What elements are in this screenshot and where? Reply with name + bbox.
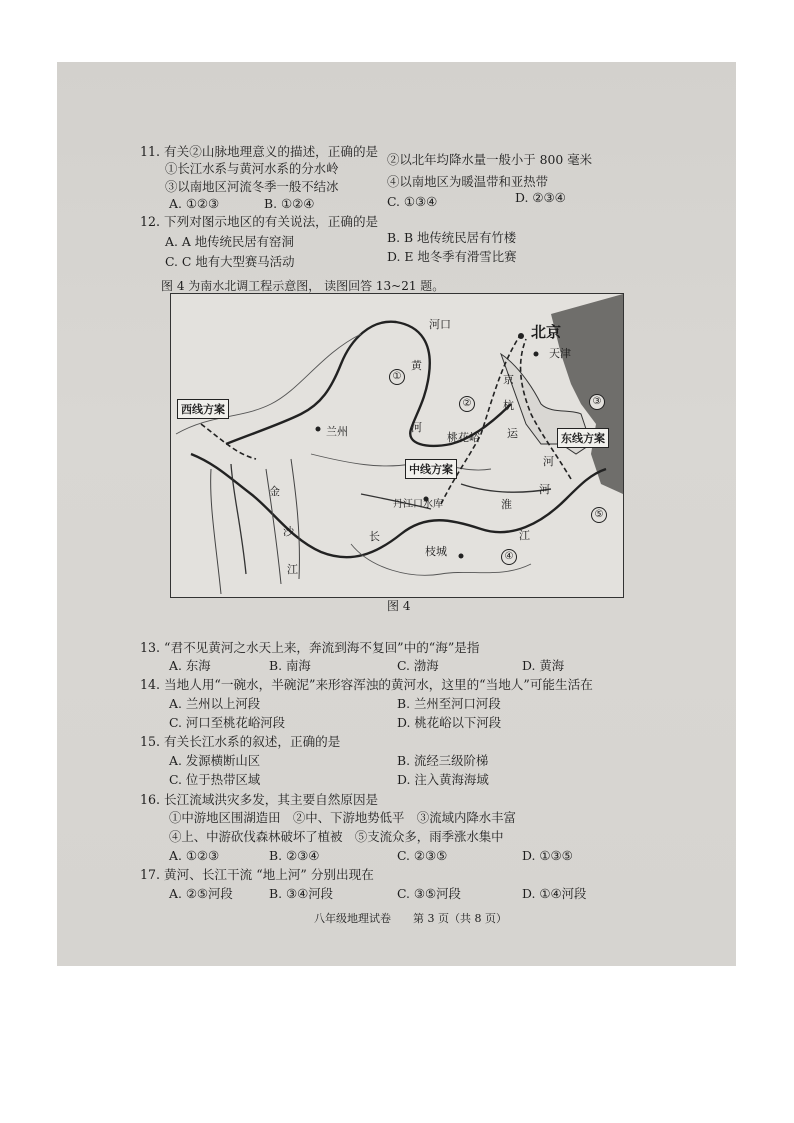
marker-2: ②: [459, 396, 475, 412]
q11-option-a: A. ①②③: [169, 196, 220, 211]
label-jiang: 江: [519, 529, 530, 542]
south-north-water-diversion-map: [170, 293, 624, 598]
q15-option-a: A. 发源横断山区: [169, 753, 261, 768]
label-he: 河: [411, 421, 422, 434]
scanned-exam-page: [57, 62, 736, 966]
q16-option-d: D. ①③⑤: [522, 848, 573, 863]
q12-option-b: B. B 地传统民居有竹楼: [387, 230, 517, 245]
q17-stem: 17. 黄河、长江干流 “地上河” 分别出现在: [140, 867, 374, 882]
tianjin-dot: [534, 352, 539, 357]
east-route-box: 东线方案: [557, 428, 609, 448]
q14-stem: 14. 当地人用“一碗水，半碗泥”来形容浑浊的黄河水，这里的“当地人”可能生活在: [140, 677, 593, 692]
label-huang: 黄: [411, 359, 422, 372]
q12-stem: 12. 下列对图示地区的有关说法，正确的是: [140, 214, 379, 229]
label-lanzhou: 兰州: [326, 425, 348, 438]
label-he2: 河: [543, 455, 554, 468]
label-jin: 金: [269, 485, 280, 498]
q16-option-b: B. ②③④: [269, 848, 320, 863]
tributary-line: [291, 459, 299, 579]
q16-statement-line-2: ④上、中游砍伐森林破坏了植被 ⑤支流众多，雨季涨水集中: [169, 829, 504, 844]
q12-option-d: D. E 地冬季有滑雪比赛: [387, 249, 517, 264]
label-jing: 京: [503, 373, 514, 386]
lanzhou-dot: [316, 427, 321, 432]
zhicheng-dot: [459, 554, 464, 559]
boundary-line: [311, 454, 491, 470]
beijing-dot: [518, 333, 524, 339]
q12-option-a: A. A 地传统民居有窑洞: [165, 234, 294, 249]
q14-option-b: B. 兰州至河口河段: [397, 696, 501, 711]
q13-stem: 13. “君不见黄河之水天上来，奔流到海不复回”中的“海”是指: [140, 640, 480, 655]
label-chang: 长: [369, 530, 380, 543]
label-hekou: 河口: [429, 318, 451, 331]
yellow-river: [226, 322, 511, 446]
west-route-box: 西线方案: [177, 399, 229, 419]
label-sha: 沙: [283, 525, 294, 538]
q14-option-c: C. 河口至桃花峪河段: [169, 715, 286, 730]
label-taohuayu: 桃花峪: [447, 431, 480, 444]
figure-caption: 图 4: [387, 599, 411, 613]
q13-option-c: C. 渤海: [397, 658, 439, 673]
q13-option-d: D. 黄海: [522, 658, 565, 673]
tributary-line: [211, 469, 221, 594]
jinsha-river: [231, 464, 246, 574]
label-hang: 杭: [503, 399, 514, 412]
marker-1: ①: [389, 369, 405, 385]
q13-option-b: B. 南海: [269, 658, 311, 673]
q11-statement-4: ④以南地区为暖温带和亚热带: [387, 174, 549, 189]
q12-option-c: C. C 地有大型赛马活动: [165, 254, 295, 269]
label-tianjin: 天津: [549, 347, 571, 360]
huai-river: [461, 484, 551, 492]
q15-option-c: C. 位于热带区域: [169, 772, 261, 787]
q14-option-d: D. 桃花峪以下河段: [397, 715, 502, 730]
label-huai: 淮: [501, 498, 512, 511]
middle-route-box: 中线方案: [405, 459, 457, 479]
q16-option-c: C. ②③⑤: [397, 848, 448, 863]
q11-statement-2: ②以北年均降水量一般小于 800 毫米: [387, 152, 592, 167]
q14-option-a: A. 兰州以上河段: [169, 696, 261, 711]
q16-stem: 16. 长江流域洪灾多发，其主要自然原因是: [140, 792, 379, 807]
boundary-line: [176, 334, 361, 434]
page-footer: 八年级地理试卷 第 3 页（共 8 页）: [314, 912, 507, 925]
q17-option-d: D. ①④河段: [522, 886, 587, 901]
q15-option-d: D. 注入黄海海域: [397, 772, 489, 787]
label-yun: 运: [507, 427, 518, 440]
label-danjiangkou: 丹江口水库: [393, 499, 443, 510]
q17-option-a: A. ②⑤河段: [169, 886, 233, 901]
marker-3: ③: [589, 394, 605, 410]
q11-stem: 11. 有关②山脉地理意义的描述，正确的是: [140, 144, 379, 159]
q15-option-b: B. 流经三级阶梯: [397, 753, 489, 768]
marker-5: ⑤: [591, 507, 607, 523]
figure-intro: 图 4 为南水北调工程示意图， 读图回答 13~21 题。: [161, 279, 445, 293]
q17-option-b: B. ③④河段: [269, 886, 333, 901]
q15-stem: 15. 有关长江水系的叙述，正确的是: [140, 734, 341, 749]
q13-option-a: A. 东海: [169, 658, 211, 673]
marker-4: ④: [501, 549, 517, 565]
q11-statement-3: ③以南地区河流冬季一般不结冰: [165, 179, 339, 194]
q16-option-a: A. ①②③: [169, 848, 220, 863]
q11-option-c: C. ①③④: [387, 194, 438, 209]
q11-option-b: B. ①②④: [264, 196, 315, 211]
label-jiang2: 江: [287, 563, 298, 576]
label-zhicheng: 枝城: [425, 545, 447, 558]
west-route-line: [201, 424, 256, 459]
q11-statement-1: ①长江水系与黄河水系的分水岭: [165, 161, 339, 176]
q16-statement-line-1: ①中游地区围湖造田 ②中、下游地势低平 ③流域内降水丰富: [169, 810, 516, 825]
q11-option-d: D. ②③④: [515, 190, 566, 205]
label-beijing: 北京: [531, 323, 562, 341]
q17-option-c: C. ③⑤河段: [397, 886, 461, 901]
label-he3: 河: [539, 483, 550, 496]
